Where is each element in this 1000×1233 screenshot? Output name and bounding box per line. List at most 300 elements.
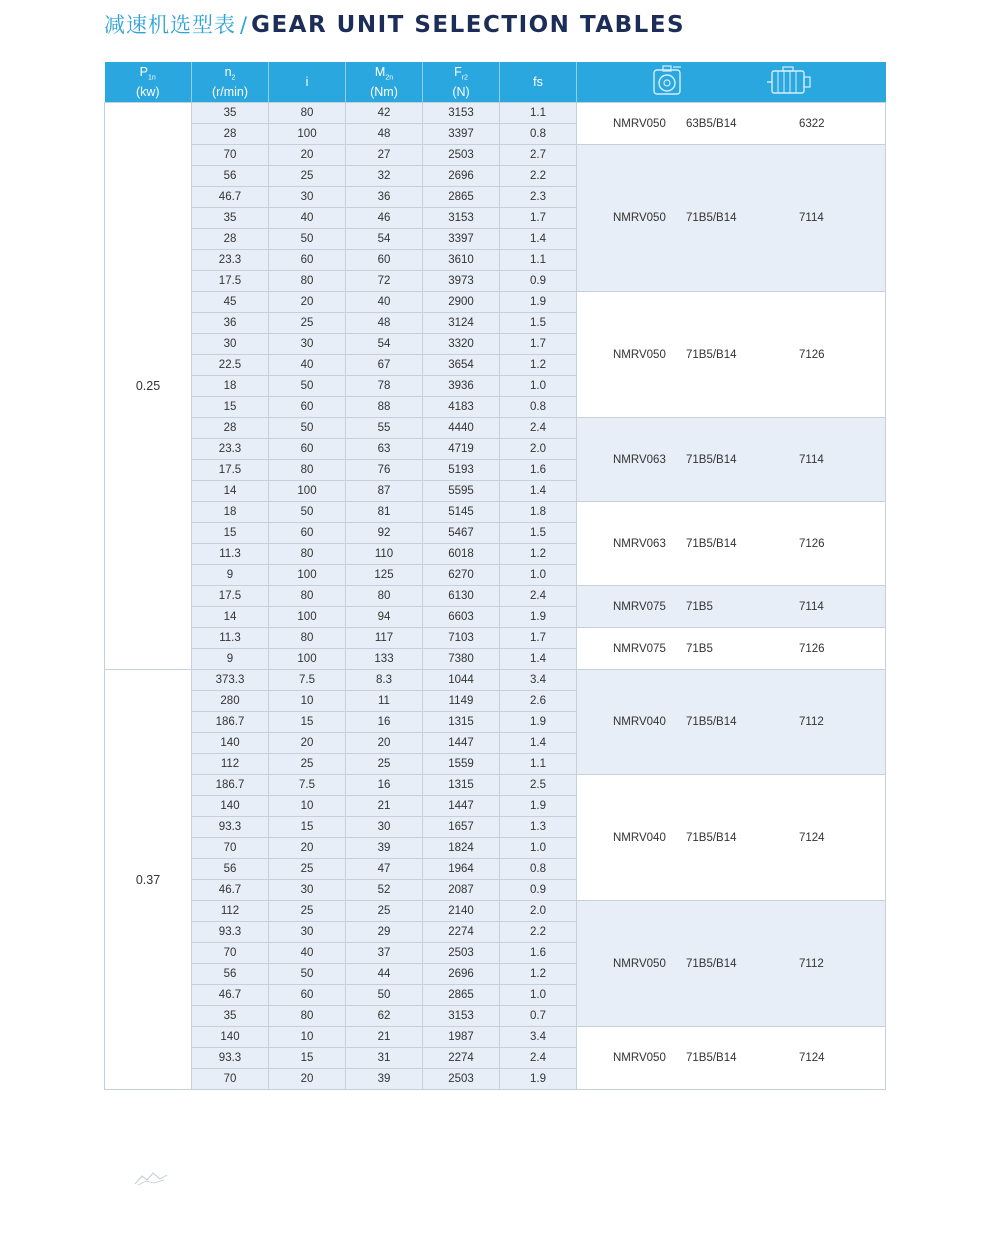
force-cell: 4719 [423,439,500,460]
speed-cell: 140 [192,1027,269,1048]
speed-cell: 46.7 [192,880,269,901]
speed-cell: 18 [192,376,269,397]
speed-cell: 280 [192,691,269,712]
ratio-cell: 80 [269,628,346,649]
fs-cell: 1.9 [500,607,577,628]
speed-cell: 186.7 [192,712,269,733]
table-row [105,1027,886,1048]
force-cell: 1315 [423,775,500,796]
flange-type: 71B5/B14 [686,716,737,728]
table-row [105,628,886,649]
gear-model: NMRV075 [613,600,666,613]
torque-cell: 63 [346,439,423,460]
speed-cell: 186.7 [192,775,269,796]
torque-cell: 60 [346,250,423,271]
flange-type: 71B5/B14 [686,212,737,224]
force-cell: 6603 [423,607,500,628]
speed-cell: 46.7 [192,985,269,1006]
ratio-cell: 30 [269,187,346,208]
torque-cell: 55 [346,418,423,439]
ratio-cell: 30 [269,880,346,901]
power-cell: 0.25 [105,103,192,670]
speed-cell: 18 [192,502,269,523]
table-header-row [105,62,886,103]
flange-type: 63B5/B14 [686,117,737,130]
gear-unit-cell [577,628,886,670]
speed-cell: 23.3 [192,250,269,271]
table-row [105,901,886,922]
motor-code: 7124 [799,1052,825,1064]
speed-cell: 36 [192,313,269,334]
motor-code: 7126 [799,537,825,550]
title-separator: / [240,13,248,37]
torque-cell: 67 [346,355,423,376]
fs-cell: 1.7 [500,334,577,355]
page-title [104,10,685,40]
speed-cell: 17.5 [192,271,269,292]
motor-code: 6322 [799,117,825,130]
flange-type: 71B5/B14 [686,453,737,466]
force-cell: 2274 [423,922,500,943]
gear-model: NMRV050 [613,212,666,224]
fs-cell: 1.7 [500,208,577,229]
motor-code: 7126 [799,642,825,655]
ratio-cell: 80 [269,544,346,565]
ratio-cell: 50 [269,376,346,397]
speed-cell: 17.5 [192,460,269,481]
power-cell: 0.37 [105,670,192,1090]
ratio-cell: 15 [269,1048,346,1069]
motor-code: 7114 [799,600,824,613]
ratio-cell: 25 [269,313,346,334]
force-cell: 1447 [423,733,500,754]
fs-cell: 1.5 [500,313,577,334]
torque-cell: 27 [346,145,423,166]
ratio-cell: 7.5 [269,670,346,691]
title-chinese: 减速机选型表 [104,13,236,37]
ratio-cell: 30 [269,334,346,355]
torque-cell: 54 [346,334,423,355]
ratio-cell: 100 [269,649,346,670]
force-cell: 2503 [423,145,500,166]
speed-cell: 70 [192,838,269,859]
torque-cell: 39 [346,1069,423,1090]
torque-cell: 87 [346,481,423,502]
force-cell: 1657 [423,817,500,838]
fs-cell: 1.9 [500,796,577,817]
speed-cell: 11.3 [192,544,269,565]
gear-unit-cell [577,292,886,418]
fs-cell: 1.6 [500,943,577,964]
torque-cell: 32 [346,166,423,187]
ratio-cell: 100 [269,124,346,145]
fs-cell: 1.5 [500,523,577,544]
torque-cell: 94 [346,607,423,628]
header-ratio: i [269,62,346,103]
force-cell: 1987 [423,1027,500,1048]
torque-cell: 125 [346,565,423,586]
ratio-cell: 40 [269,943,346,964]
force-cell: 3654 [423,355,500,376]
ratio-cell: 50 [269,502,346,523]
table-row [105,586,886,607]
gear-model: NMRV050 [613,348,666,361]
gear-model: NMRV063 [613,537,666,550]
fs-cell: 2.6 [500,691,577,712]
speed-cell: 30 [192,334,269,355]
fs-cell: 0.9 [500,271,577,292]
torque-cell: 50 [346,985,423,1006]
fs-cell: 1.0 [500,376,577,397]
fs-cell: 1.1 [500,103,577,124]
table-row [105,670,886,691]
torque-cell: 40 [346,292,423,313]
ratio-cell: 60 [269,985,346,1006]
ratio-cell: 7.5 [269,775,346,796]
speed-cell: 35 [192,208,269,229]
header-service-factor: fs [500,62,577,103]
selection-table [104,62,886,1090]
speed-cell: 17.5 [192,586,269,607]
speed-cell: 56 [192,166,269,187]
table-row [105,418,886,439]
title-english: GEAR UNIT SELECTION TABLES [251,12,686,38]
fs-cell: 2.0 [500,901,577,922]
torque-cell: 81 [346,502,423,523]
force-cell: 2503 [423,943,500,964]
torque-cell: 39 [346,838,423,859]
motor-code: 7112 [799,716,824,728]
speed-cell: 28 [192,418,269,439]
torque-cell: 25 [346,754,423,775]
force-cell: 2865 [423,187,500,208]
header-icons [577,62,886,103]
motor-code: 7114 [799,212,824,224]
speed-cell: 28 [192,124,269,145]
speed-cell: 93.3 [192,1048,269,1069]
force-cell: 1824 [423,838,500,859]
gear-unit-cell [577,586,886,628]
fs-cell: 1.9 [500,292,577,313]
force-cell: 2696 [423,166,500,187]
gear-unit-cell [577,502,886,586]
fs-cell: 1.0 [500,838,577,859]
force-cell: 5595 [423,481,500,502]
torque-cell: 72 [346,271,423,292]
ratio-cell: 25 [269,859,346,880]
torque-cell: 11 [346,691,423,712]
flange-type: 71B5/B14 [686,348,737,361]
torque-cell: 62 [346,1006,423,1027]
force-cell: 2503 [423,1069,500,1090]
force-cell: 3973 [423,271,500,292]
fs-cell: 1.0 [500,985,577,1006]
torque-cell: 21 [346,1027,423,1048]
gear-unit-cell [577,901,886,1027]
force-cell: 1044 [423,670,500,691]
speed-cell: 140 [192,733,269,754]
ratio-cell: 30 [269,922,346,943]
fs-cell: 1.7 [500,628,577,649]
gear-model: NMRV040 [613,716,666,728]
motor-code: 7124 [799,831,825,844]
torque-cell: 76 [346,460,423,481]
fs-cell: 1.4 [500,481,577,502]
ratio-cell: 15 [269,712,346,733]
fs-cell: 1.4 [500,229,577,250]
flange-type: 71B5/B14 [686,537,737,550]
ratio-cell: 25 [269,901,346,922]
speed-cell: 35 [192,103,269,124]
ratio-cell: 20 [269,145,346,166]
speed-cell: 15 [192,397,269,418]
motor-code: 7112 [799,957,824,970]
gear-unit-cell [577,775,886,901]
motor-icon [766,65,812,100]
fs-cell: 0.7 [500,1006,577,1027]
ratio-cell: 80 [269,586,346,607]
fs-cell: 1.2 [500,355,577,376]
ratio-cell: 100 [269,565,346,586]
worm-gearbox-icon [651,65,685,100]
force-cell: 3153 [423,103,500,124]
gear-model: NMRV050 [613,1052,666,1064]
speed-cell: 14 [192,607,269,628]
fs-cell: 1.2 [500,544,577,565]
force-cell: 7103 [423,628,500,649]
ratio-cell: 20 [269,292,346,313]
ratio-cell: 20 [269,838,346,859]
gear-unit-cell [577,418,886,502]
fs-cell: 1.9 [500,1069,577,1090]
fs-cell: 2.2 [500,922,577,943]
speed-cell: 70 [192,1069,269,1090]
gear-model: NMRV075 [613,642,666,655]
torque-cell: 52 [346,880,423,901]
force-cell: 6270 [423,565,500,586]
gear-unit-cell [577,103,886,145]
torque-cell: 21 [346,796,423,817]
speed-cell: 11.3 [192,628,269,649]
flange-type: 71B5 [686,600,713,613]
fs-cell: 1.9 [500,712,577,733]
fs-cell: 0.8 [500,397,577,418]
flange-type: 71B5/B14 [686,831,737,844]
speed-cell: 9 [192,649,269,670]
ratio-cell: 20 [269,1069,346,1090]
gear-model: NMRV040 [613,831,666,844]
fs-cell: 2.0 [500,439,577,460]
torque-cell: 30 [346,817,423,838]
fs-cell: 1.3 [500,817,577,838]
header-power: $P_{1n}$ (kw) [105,62,192,103]
force-cell: 2696 [423,964,500,985]
ratio-cell: 80 [269,271,346,292]
fs-cell: 2.7 [500,145,577,166]
speed-cell: 93.3 [192,922,269,943]
header-radial-force: $F_{r2}$ (N) [423,62,500,103]
torque-cell: 37 [346,943,423,964]
gear-model: NMRV050 [613,957,666,970]
torque-cell: 88 [346,397,423,418]
torque-cell: 36 [346,187,423,208]
speed-cell: 70 [192,943,269,964]
gear-unit-cell [577,670,886,775]
fs-cell: 3.4 [500,670,577,691]
ratio-cell: 10 [269,691,346,712]
fs-cell: 2.3 [500,187,577,208]
force-cell: 3124 [423,313,500,334]
fs-cell: 0.8 [500,859,577,880]
speed-cell: 45 [192,292,269,313]
speed-cell: 15 [192,523,269,544]
force-cell: 3397 [423,124,500,145]
speed-cell: 93.3 [192,817,269,838]
speed-cell: 56 [192,859,269,880]
force-cell: 2900 [423,292,500,313]
speed-cell: 112 [192,754,269,775]
fs-cell: 0.8 [500,124,577,145]
ratio-cell: 80 [269,460,346,481]
torque-cell: 78 [346,376,423,397]
gear-model: NMRV063 [613,453,666,466]
torque-cell: 80 [346,586,423,607]
fs-cell: 2.4 [500,586,577,607]
flange-type: 71B5/B14 [686,957,737,970]
speed-cell: 112 [192,901,269,922]
torque-cell: 44 [346,964,423,985]
fs-cell: 0.9 [500,880,577,901]
fs-cell: 3.4 [500,1027,577,1048]
speed-cell: 23.3 [192,439,269,460]
ratio-cell: 10 [269,796,346,817]
table-row [105,292,886,313]
speed-cell: 9 [192,565,269,586]
force-cell: 3610 [423,250,500,271]
fs-cell: 1.4 [500,649,577,670]
force-cell: 3153 [423,1006,500,1027]
speed-cell: 46.7 [192,187,269,208]
force-cell: 2865 [423,985,500,1006]
flange-type: 71B5/B14 [686,1052,737,1064]
speed-cell: 22.5 [192,355,269,376]
table-row [105,103,886,124]
speed-cell: 28 [192,229,269,250]
ratio-cell: 10 [269,1027,346,1048]
force-cell: 3153 [423,208,500,229]
torque-cell: 29 [346,922,423,943]
torque-cell: 31 [346,1048,423,1069]
torque-cell: 117 [346,628,423,649]
torque-cell: 92 [346,523,423,544]
force-cell: 5193 [423,460,500,481]
force-cell: 2274 [423,1048,500,1069]
torque-cell: 110 [346,544,423,565]
ratio-cell: 60 [269,523,346,544]
torque-cell: 20 [346,733,423,754]
torque-cell: 46 [346,208,423,229]
force-cell: 1315 [423,712,500,733]
header-output-speed: $n_2$ (r/min) [192,62,269,103]
ratio-cell: 50 [269,964,346,985]
table-body [105,103,886,1090]
speed-cell: 35 [192,1006,269,1027]
torque-cell: 16 [346,775,423,796]
force-cell: 2140 [423,901,500,922]
gear-unit-cell [577,145,886,292]
header-output-torque: $M_{2n}$ (Nm) [346,62,423,103]
ratio-cell: 40 [269,208,346,229]
ratio-cell: 25 [269,166,346,187]
fs-cell: 1.8 [500,502,577,523]
torque-cell: 54 [346,229,423,250]
force-cell: 5145 [423,502,500,523]
speed-cell: 373.3 [192,670,269,691]
force-cell: 3936 [423,376,500,397]
speed-cell: 14 [192,481,269,502]
footer-watermark-icon [134,1170,168,1189]
fs-cell: 1.6 [500,460,577,481]
torque-cell: 133 [346,649,423,670]
gear-model: NMRV050 [613,117,666,130]
force-cell: 5467 [423,523,500,544]
speed-cell: 140 [192,796,269,817]
ratio-cell: 20 [269,733,346,754]
table-row [105,145,886,166]
fs-cell: 1.2 [500,964,577,985]
fs-cell: 1.0 [500,565,577,586]
speed-cell: 56 [192,964,269,985]
motor-code: 7114 [799,453,824,466]
table-row [105,502,886,523]
force-cell: 3397 [423,229,500,250]
torque-cell: 25 [346,901,423,922]
force-cell: 1559 [423,754,500,775]
fs-cell: 1.1 [500,754,577,775]
torque-cell: 48 [346,124,423,145]
force-cell: 2087 [423,880,500,901]
force-cell: 1447 [423,796,500,817]
ratio-cell: 80 [269,1006,346,1027]
gear-unit-cell [577,1027,886,1090]
motor-code: 7126 [799,348,825,361]
force-cell: 1964 [423,859,500,880]
torque-cell: 48 [346,313,423,334]
force-cell: 4183 [423,397,500,418]
ratio-cell: 100 [269,481,346,502]
fs-cell: 2.2 [500,166,577,187]
ratio-cell: 50 [269,229,346,250]
ratio-cell: 60 [269,439,346,460]
torque-cell: 8.3 [346,670,423,691]
fs-cell: 2.4 [500,1048,577,1069]
table-row [105,775,886,796]
force-cell: 6018 [423,544,500,565]
torque-cell: 16 [346,712,423,733]
ratio-cell: 60 [269,250,346,271]
torque-cell: 47 [346,859,423,880]
flange-type: 71B5 [686,642,713,655]
ratio-cell: 25 [269,754,346,775]
ratio-cell: 60 [269,397,346,418]
ratio-cell: 15 [269,817,346,838]
force-cell: 4440 [423,418,500,439]
fs-cell: 1.4 [500,733,577,754]
fs-cell: 1.1 [500,250,577,271]
ratio-cell: 100 [269,607,346,628]
force-cell: 7380 [423,649,500,670]
force-cell: 6130 [423,586,500,607]
